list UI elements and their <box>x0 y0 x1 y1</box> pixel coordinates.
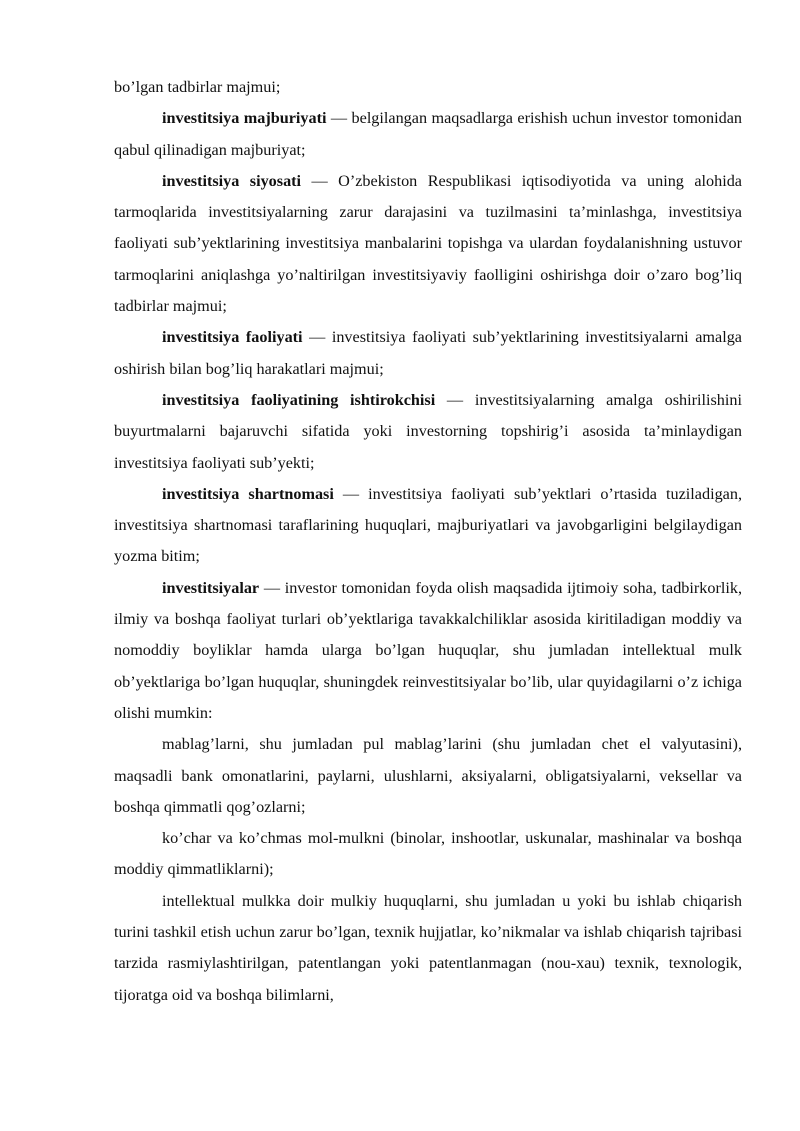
paragraph-text: mablag’larni, shu jumladan pul mablag’larini (shu jumladan chet el valyutasini), maqsadli bank omonatlarini, paylarni, ulushlarni, aksiyalarni, obligatsiyalarni, veksellar va boshqa qimmatli qog’ozlarni; <box>114 735 742 816</box>
list-paragraph <box>114 886 742 1011</box>
definition-investitsiya-faoliyati <box>114 322 742 385</box>
definition-text: — belgilangan maqsadlarga erishish uchun investor tomonidan qabul qilinadigan majburiyat; <box>114 109 742 159</box>
paragraph-text: intellektual mulkka doir mulkiy huquqlarni, shu jumladan u yoki bu ishlab chiqarish turini tashkil etish uchun zarur bo’lgan, texnik hujjatlar, ko’nikmalar va ishlab chiqarish tajribasi tarzida rasmiylashtirilgan, patentlangan yoki patentlanmagan (nou-xau) texnik, texnologik, tijoratga oid va boshqa bilimlarni, <box>114 891 742 1004</box>
list-paragraph <box>114 823 742 886</box>
definition-text: — investitsiyalarning amalga oshirilishini buyurtmalarni bajaruvchi sifatida yoki investorning topshirig’i asosida ta’minlaydigan investitsiya faoliyati sub’yekti; <box>114 390 742 472</box>
definition-text: — investitsiya faoliyati sub’yektlarining investitsiyalarni amalga oshirish bilan bog’liq harakatlari majmui; <box>114 328 742 378</box>
definition-term: investitsiya faoliyatining ishtirokchisi <box>162 390 436 409</box>
definition-investitsiya-siyosati <box>114 166 742 322</box>
definition-term: investitsiya shartnomasi <box>162 484 334 503</box>
paragraph-text: ko’char va ko’chmas mol-mulkni (binolar, inshootlar, uskunalar, mashinalar va boshqa moddiy qimmatliklarni); <box>114 829 742 879</box>
definition-term: investitsiya faoliyati <box>162 328 303 347</box>
definition-investitsiyalar <box>114 573 742 729</box>
definition-investitsiya-majburiyati <box>114 103 742 166</box>
definition-text: — investor tomonidan foyda olish maqsadida ijtimoiy soha, tadbirkorlik, ilmiy va boshqa faoliyat turlari ob’yektlariga tavakkalchiliklar asosida kiritiladigan moddiy va nomoddiy boyliklar hamda ularga bo’lgan huquqlar, shu jumladan intellektual mulk ob’yektlariga bo’lgan huquqlar, shuningdek reinvestitsiyalar bo’lib, ular quyidagilarni o’z ichiga olishi mumkin: <box>114 578 742 722</box>
definition-term: investitsiya majburiyati <box>162 109 327 128</box>
list-paragraph <box>114 729 742 823</box>
definition-term: investitsiya siyosati <box>162 171 302 190</box>
definition-text: — investitsiya faoliyati sub’yektlari o’rtasida tuziladigan, investitsiya shartnomasi taraflarining huquqlari, majburiyatlari va javobgarligini belgilaydigan yozma bitim; <box>114 484 742 566</box>
paragraph-text: bo’lgan tadbirlar majmui; <box>114 78 281 96</box>
definition-investitsiya-faoliyatining-ishtirokchisi <box>114 385 742 479</box>
definition-text: — O’zbekiston Respublikasi iqtisodiyotida va uning alohida tarmoqlarida investitsiyalarning zarur darajasini va tuzilmasini ta’minlashga, investitsiya faoliyati sub’yektlarining investitsiya manbalarini topishga va ulardan foydalanishning ustuvor tarmoqlarini aniqlashga yo’naltirilgan investitsiyaviy faolligini oshirishga doir o’zaro bog’liq tadbirlar majmui; <box>114 171 742 316</box>
definition-investitsiya-shartnomasi <box>114 479 742 573</box>
definition-term: investitsiyalar <box>162 578 260 597</box>
document-page <box>114 72 742 1011</box>
paragraph-continuation <box>114 72 742 103</box>
